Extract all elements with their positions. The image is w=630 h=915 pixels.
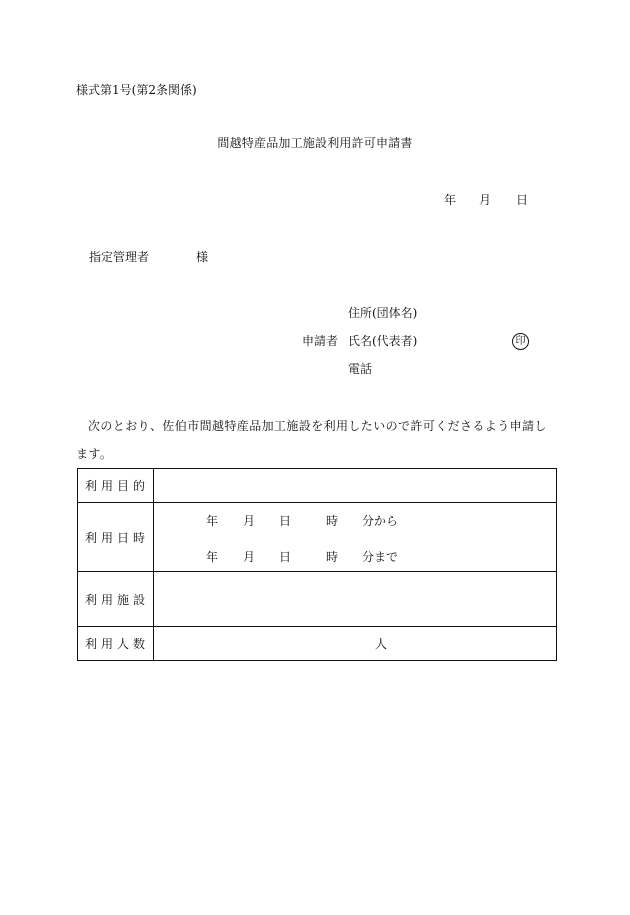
count-label: 利用人数 [78, 627, 154, 661]
application-statement: 次のとおり、佐伯市間越特産品加工施設を利用したいので許可くださるよう申請します。 [76, 419, 547, 461]
count-unit-label: 人 [374, 637, 387, 651]
facility-value-cell [154, 572, 557, 627]
count-row [78, 627, 557, 661]
start-hour-label: 時 [326, 514, 339, 528]
datetime-label: 利用日時 [78, 503, 154, 572]
start-datetime-line [154, 510, 556, 528]
start-year-label: 年 [206, 514, 219, 528]
end-minute-label: 分まで [362, 550, 399, 564]
datetime-row [78, 503, 557, 572]
date-year-label: 年 [444, 193, 457, 207]
datetime-value-cell [154, 503, 557, 572]
addressee-name: 指定管理者 [89, 250, 150, 264]
document-title: 間越特産品加工施設利用許可申請書 [217, 136, 413, 150]
applicant-phone-label: 電話 [348, 362, 373, 376]
applicant-address-label: 住所(団体名) [348, 306, 418, 320]
start-day-label: 日 [279, 514, 292, 528]
end-datetime-line [154, 546, 556, 564]
facility-label: 利用施設 [78, 572, 154, 627]
start-minute-label: 分から [362, 514, 399, 528]
form-number: 様式第1号(第2条関係) [76, 83, 197, 97]
end-year-label: 年 [206, 550, 219, 564]
date-day-label: 日 [516, 193, 529, 207]
start-month-label: 月 [243, 514, 256, 528]
purpose-value-cell [154, 469, 557, 503]
seal-mark: 印 [512, 333, 529, 350]
end-day-label: 日 [279, 550, 292, 564]
applicant-label: 申請者 [302, 334, 339, 348]
facility-row [78, 572, 557, 627]
purpose-row [78, 469, 557, 503]
purpose-label: 利用目的 [78, 469, 154, 503]
addressee-honorific: 様 [196, 250, 209, 264]
end-hour-label: 時 [326, 550, 339, 564]
usage-details-table [77, 468, 557, 661]
applicant-name-label: 氏名(代表者) [348, 334, 418, 348]
end-month-label: 月 [243, 550, 256, 564]
count-value-cell [154, 627, 557, 661]
date-month-label: 月 [479, 193, 492, 207]
